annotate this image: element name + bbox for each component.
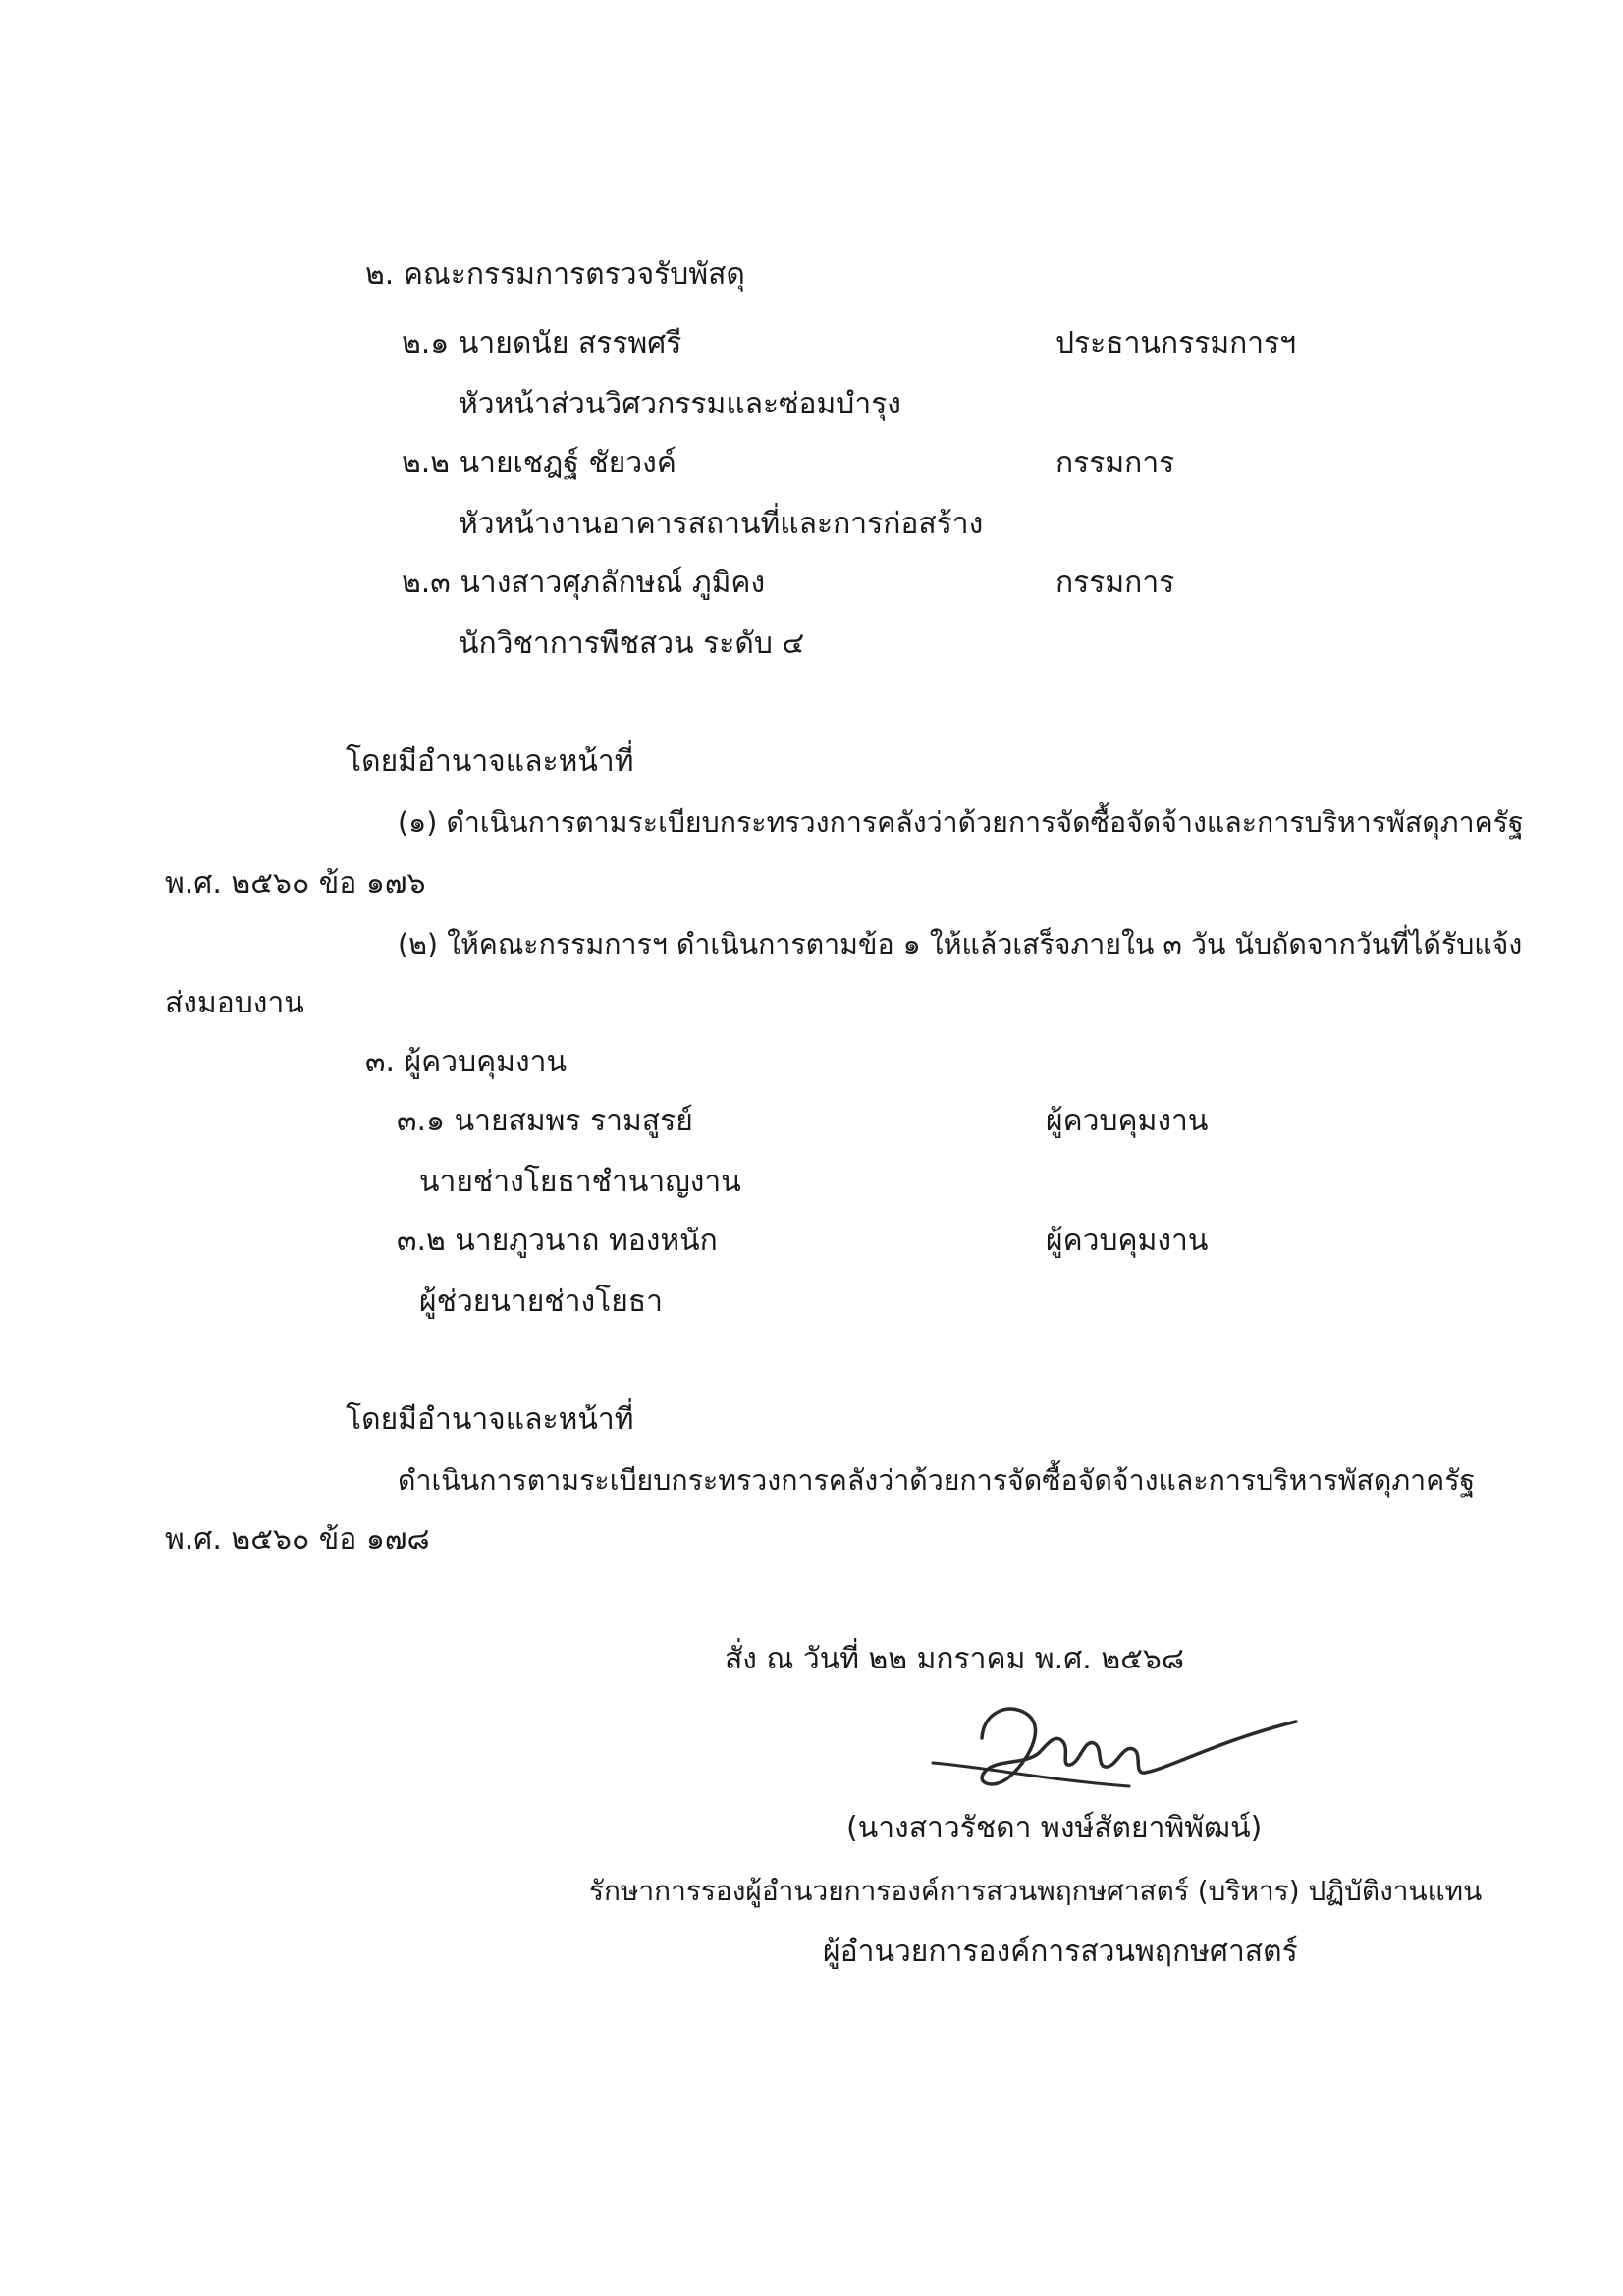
signer-title-line2: ผู้อำนวยการองค์การสวนพฤกษศาสตร์ bbox=[823, 1935, 1298, 1969]
section2-heading: ๒. คณะกรรมการตรวจรับพัสดุ bbox=[365, 257, 745, 292]
section3-member1-position: นายช่างโยธาชำนาญงาน bbox=[419, 1165, 741, 1199]
section3-member2-role: ผู้ควบคุมงาน bbox=[1046, 1224, 1209, 1258]
section2-member1-name: ๒.๑ นายดนัย สรรพศรี bbox=[402, 326, 682, 360]
section2-duty1-line1: (๑) ดำเนินการตามระเบียบกระทรวงการคลังว่าด้วยการจัดซื้อจัดจ้างและการบริหารพัสดุภาครัฐ bbox=[398, 806, 1524, 839]
section3-member1-name: ๓.๑ นายสมพร รามสูรย์ bbox=[397, 1104, 693, 1138]
section3-member2-name: ๓.๒ นายภูวนาถ ทองหนัก bbox=[397, 1224, 718, 1258]
signature bbox=[923, 1684, 1306, 1812]
section3-member2-position: ผู้ช่วยนายช่างโยธา bbox=[419, 1285, 663, 1319]
section3-heading: ๓. ผู้ควบคุมงาน bbox=[365, 1045, 567, 1079]
section2-duties-heading: โดยมีอำนาจและหน้าที่ bbox=[346, 744, 634, 779]
section3-duties-heading: โดยมีอำนาจและหน้าที่ bbox=[346, 1402, 634, 1437]
section2-member2-position: หัวหน้างานอาคารสถานที่และการก่อสร้าง bbox=[459, 507, 984, 541]
section3-duty-line2: พ.ศ. ๒๕๖๐ ข้อ ๑๗๘ bbox=[165, 1522, 430, 1557]
section2-duty2-line1: (๒) ให้คณะกรรมการฯ ดำเนินการตามข้อ ๑ ให้แล้วเสร็จภายใน ๓ วัน นับถัดจากวันที่ได้รับแจ้ง bbox=[398, 928, 1523, 960]
section2-member3-name: ๒.๓ นางสาวศุภลักษณ์ ภูมิคง bbox=[402, 566, 766, 600]
signature-underline bbox=[933, 1763, 1129, 1786]
section2-member2-name: ๒.๒ นายเชฎฐ์ ชัยวงค์ bbox=[402, 446, 676, 480]
signature-stroke bbox=[982, 1709, 1296, 1784]
section3-duty-line1: ดำเนินการตามระเบียบกระทรวงการคลังว่าด้วยการจัดซื้อจัดจ้างและการบริหารพัสดุภาครัฐ bbox=[398, 1464, 1476, 1497]
section2-member1-role: ประธานกรรมการฯ bbox=[1055, 326, 1297, 360]
section2-member3-position: นักวิชาการพืชสวน ระดับ ๔ bbox=[459, 627, 805, 661]
section2-member2-role: กรรมการ bbox=[1055, 446, 1175, 480]
section3-member1-role: ผู้ควบคุมงาน bbox=[1046, 1104, 1209, 1138]
order-date-line: สั่ง ณ วันที่ ๒๒ มกราคม พ.ศ. ๒๕๖๘ bbox=[725, 1642, 1184, 1676]
signer-title-line1: รักษาการรองผู้อำนวยการองค์การสวนพฤกษศาสตร์ (บริหาร) ปฏิบัติงานแทน bbox=[589, 1875, 1483, 1907]
section2-duty2-line2: ส่งมอบงาน bbox=[165, 986, 304, 1020]
section2-member3-role: กรรมการ bbox=[1055, 566, 1175, 600]
signer-name: (นางสาวรัชดา พงษ์สัตยาพิพัฒน์) bbox=[846, 1811, 1263, 1845]
section2-member1-position: หัวหน้าส่วนวิศวกรรมและซ่อมบำรุง bbox=[459, 387, 901, 421]
section2-duty1-line2: พ.ศ. ๒๕๖๐ ข้อ ๑๗๖ bbox=[165, 866, 426, 901]
